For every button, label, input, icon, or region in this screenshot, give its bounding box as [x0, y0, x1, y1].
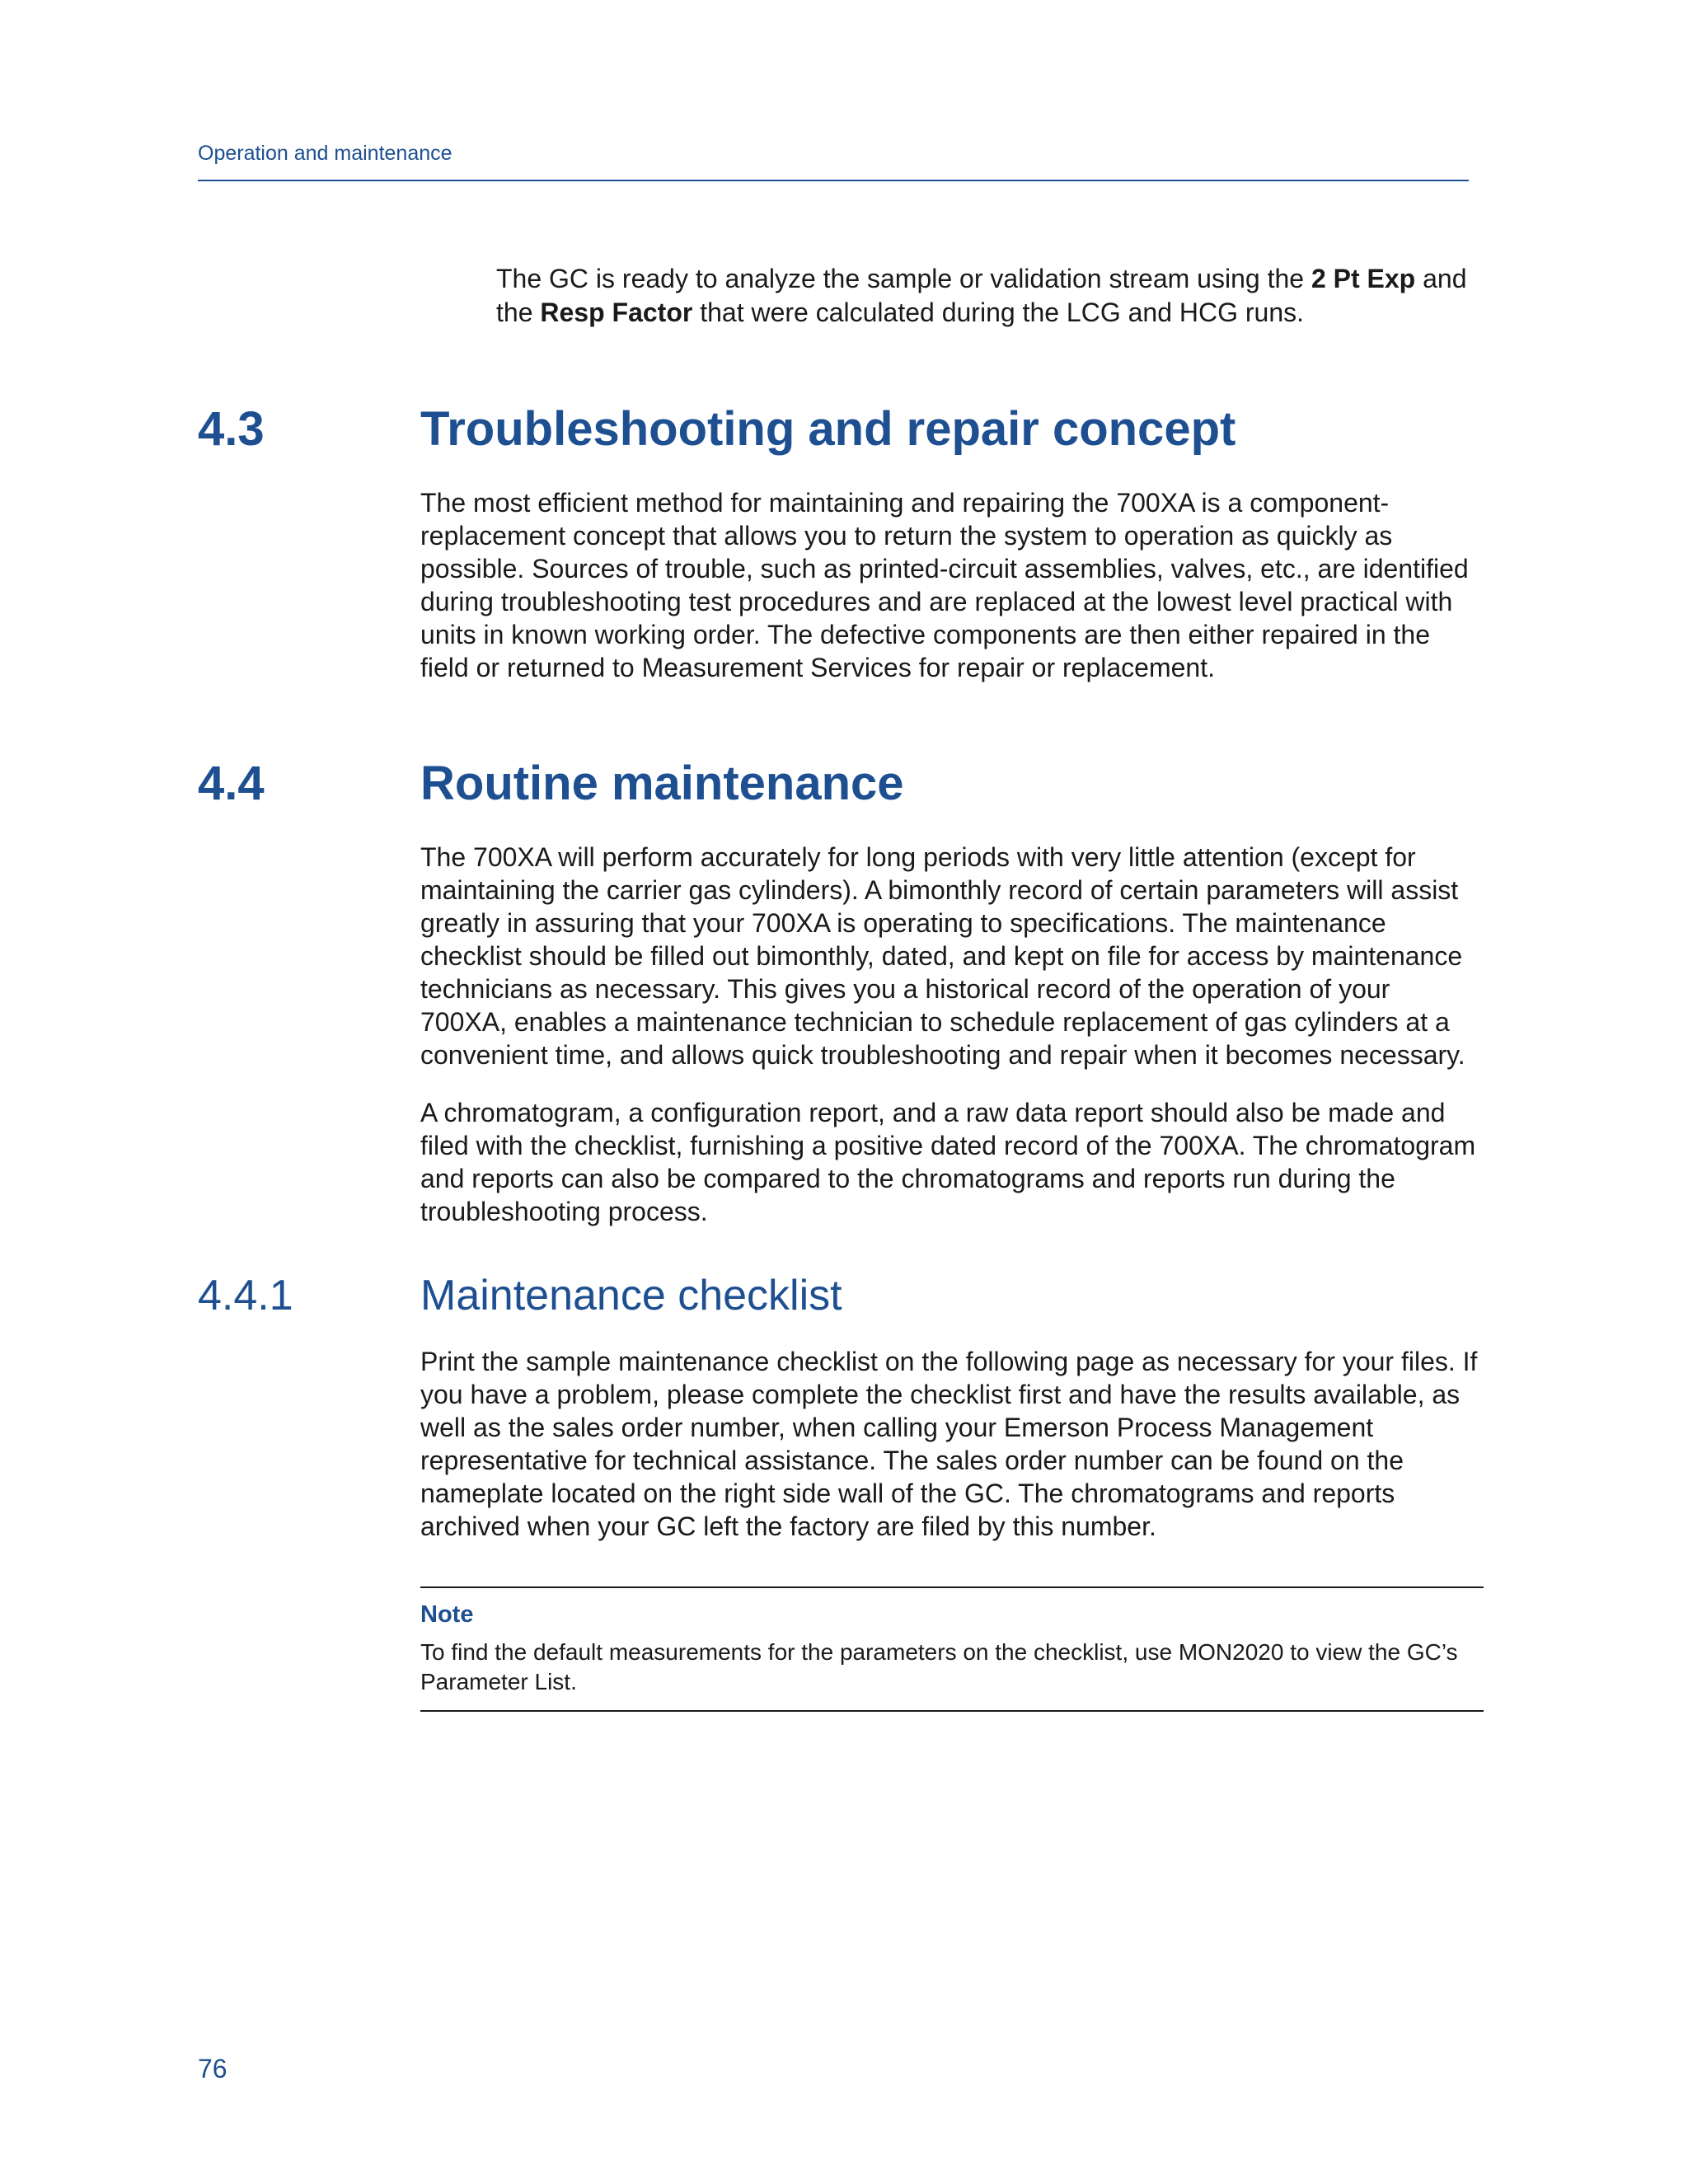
section-4-4-1-paragraph: Print the sample maintenance checklist on the following page as necessary for your files. If you have a problem, please complete the checklist first and have the results available, as well as the sales order number, when calling your Emerson Process Management representative for technical assistance. The sales order number can be found on the nameplate located on the right side wall of the GC. The chromatograms and reports archived when your GC left the factory are filed by this number. [420, 1347, 1478, 1541]
intro-bold-resp-factor: Resp Factor [540, 298, 693, 327]
section-4-4-paragraph-2: A chromatogram, a configuration report, and a raw data report should also be made and filed with the checklist, furnishing a positive dated record of the 700XA. The chromatogram and reports can also be compared to the chromatograms and reports run during the troubleshooting process. [420, 1098, 1476, 1226]
section-4-4-paragraph-1: The 700XA will perform accurately for long periods with very little attention (except for maintaining the carrier gas cylinders). A bimonthly record of certain parameters will assist greatly in assuring that your 700XA is operating to specifications. The maintenance checklist should be filled out bimonthly, dated, and kept on file for access by maintenance technicians as necessary. This gives you a historical record of the operation of your 700XA, enables a maintenance technician to schedule replacement of gas cylinders at a convenient time, and allows quick troubleshooting and repair when it becomes necessary. [420, 842, 1465, 1070]
section-4-3-title: Troubleshooting and repair concept [420, 402, 1236, 456]
note-text: To find the default measurements for the parameters on the checklist, use MON2020 to view the GC’s Parameter List. [420, 1639, 1458, 1694]
note-title: Note [420, 1601, 474, 1628]
intro-paragraph [496, 262, 1469, 330]
page-number: 76 [198, 2054, 227, 2083]
intro-text-2: and the [496, 264, 1467, 327]
section-4-4-number: 4.4 [198, 757, 265, 810]
section-4-4-1-title: Maintenance checklist [420, 1272, 842, 1319]
section-4-3-paragraph: The most efficient method for maintaining and repairing the 700XA is a component-replacement concept that allows you to return the system to operation as quickly as possible. Sources of trouble, such as printed-circuit assemblies, valves, etc., are identified during troubleshooting test procedures and are replaced at the lowest level practical with units in known working order. The defective components are then either repaired in the field or returned to Measurement Services for repair or replacement. [420, 488, 1469, 682]
section-4-3-number: 4.3 [198, 402, 265, 456]
running-title: Operation and maintenance [198, 142, 452, 165]
intro-text-3: that were calculated during the LCG and HCG runs. [692, 298, 1305, 327]
running-header [198, 138, 1469, 181]
section-4-3-body [420, 486, 1484, 709]
section-4-4-title: Routine maintenance [420, 757, 904, 810]
section-4-4-1-body [420, 1345, 1484, 1568]
section-4-4-body [420, 841, 1484, 1253]
intro-text-1: The GC is ready to analyze the sample or validation stream using the [496, 264, 1311, 293]
note-box [420, 1586, 1484, 1712]
section-4-4-1-number: 4.4.1 [198, 1272, 293, 1319]
intro-bold-2pt-exp: 2 Pt Exp [1311, 264, 1416, 293]
